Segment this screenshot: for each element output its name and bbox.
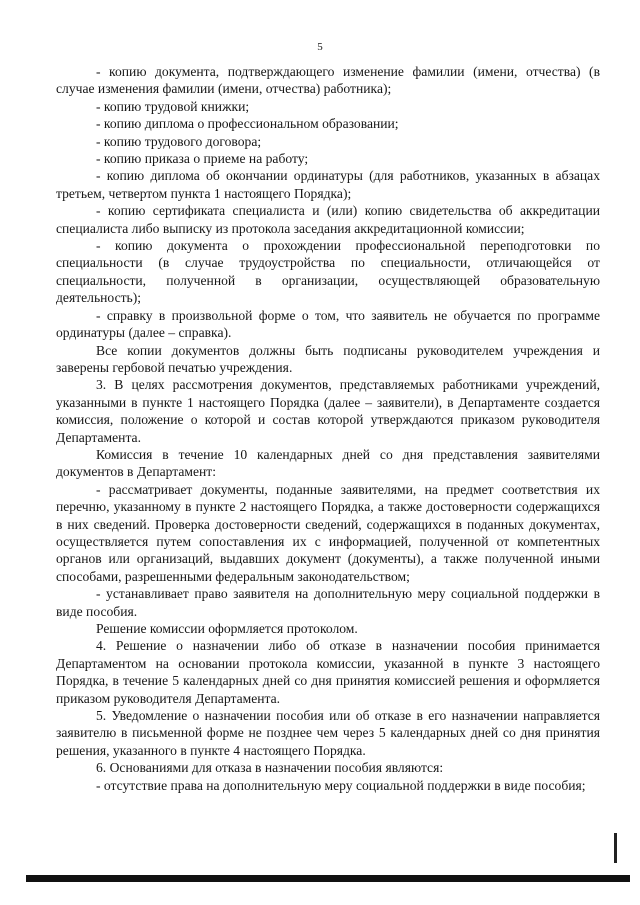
paragraph: - копию трудового договора; (96, 133, 262, 149)
paragraph: - копию приказа о приеме на работу; (96, 151, 309, 167)
paragraph: 3. В целях рассмотрения документов, представляемых работниками учреждений, указанными в пункте 1 настоящего Порядка (далее – заявители), в Департаменте создается комиссия, положение о которой и состав которой утверждаются приказом руководителя Департамента. (56, 377, 600, 445)
paragraph: - копию диплома о профессиональном образовании; (96, 116, 399, 132)
page-number: 5 (317, 41, 323, 53)
paragraph: 6. Основаниями для отказа в назначении пособия являются: (96, 760, 444, 776)
paragraph: - копию документа, подтверждающего изменение фамилии (имени, отчества) (в случае изменения фамилии (имени, отчества) работника); (56, 64, 600, 97)
paragraph: Решение комиссии оформляется протоколом. (96, 621, 358, 636)
paragraph: - справку в произвольной форме о том, что заявитель не обучается по программе ординатуры (далее – справка). (56, 307, 600, 341)
paragraph: Комиссия в течение 10 календарных дней со дня представления заявителями документов в Департамент: (56, 446, 600, 480)
paragraph: - рассматривает документы, поданные заявителями, на предмет соответствия их перечню, указанному в пункте 2 настоящего Порядка, а также достоверности содержащихся в них сведений. Проверка достоверности сведений, содержащихся в поданных документах, осуществляется путем сопоставления их с информацией, полученной от компетентных органов или организаций, выдавших документ (документы), а также полученной иными способами, разрешенными федеральным законодательством; (56, 481, 600, 584)
paragraph: Все копии документов должны быть подписаны руководителем учреждения и заверены гербовой печатью учреждения. (56, 342, 600, 375)
paragraph: - устанавливает право заявителя на дополнительную меру социальной поддержки в виде пособия. (56, 586, 600, 619)
paragraph: - копию сертификата специалиста и (или) копию свидетельства об аккредитации специалиста либо выписку из протокола заседания аккредитационной комиссии; (56, 203, 600, 236)
scan-edge-mark (614, 833, 617, 863)
paragraph: 5. Уведомление о назначении пособия или об отказе в его назначении направляется заявителю в письменной форме не позднее чем через 5 календарных дней со дня принятия решения, указанного в пункте 4 настоящего Порядка. (56, 708, 600, 758)
paragraph: 4. Решение о назначении либо об отказе в назначении пособия принимается Департаментом на основании протокола комиссии, указанной в пункте 3 настоящего Порядка, в течение 5 календарных дней со дня принятия комиссией решения и оформляется приказом руководителя Департамента. (56, 638, 600, 706)
paragraph: - отсутствие права на дополнительную меру социальной поддержки в виде пособия; (96, 777, 586, 793)
document-body (56, 63, 600, 794)
paragraph: - копию диплома об окончании ординатуры (для работников, указанных в абзацах третьем, четвертом пункта 1 настоящего Порядка); (56, 168, 600, 201)
paragraph: - копию документа о прохождении профессиональной переподготовки по специальности (в случае трудоустройства по специальности, отличающейся от специальности, полученной в организации, осуществляющей образовательную деятельность); (56, 238, 600, 306)
scan-bottom-edge (26, 875, 630, 882)
paragraph: - копию трудовой книжки; (96, 98, 250, 114)
